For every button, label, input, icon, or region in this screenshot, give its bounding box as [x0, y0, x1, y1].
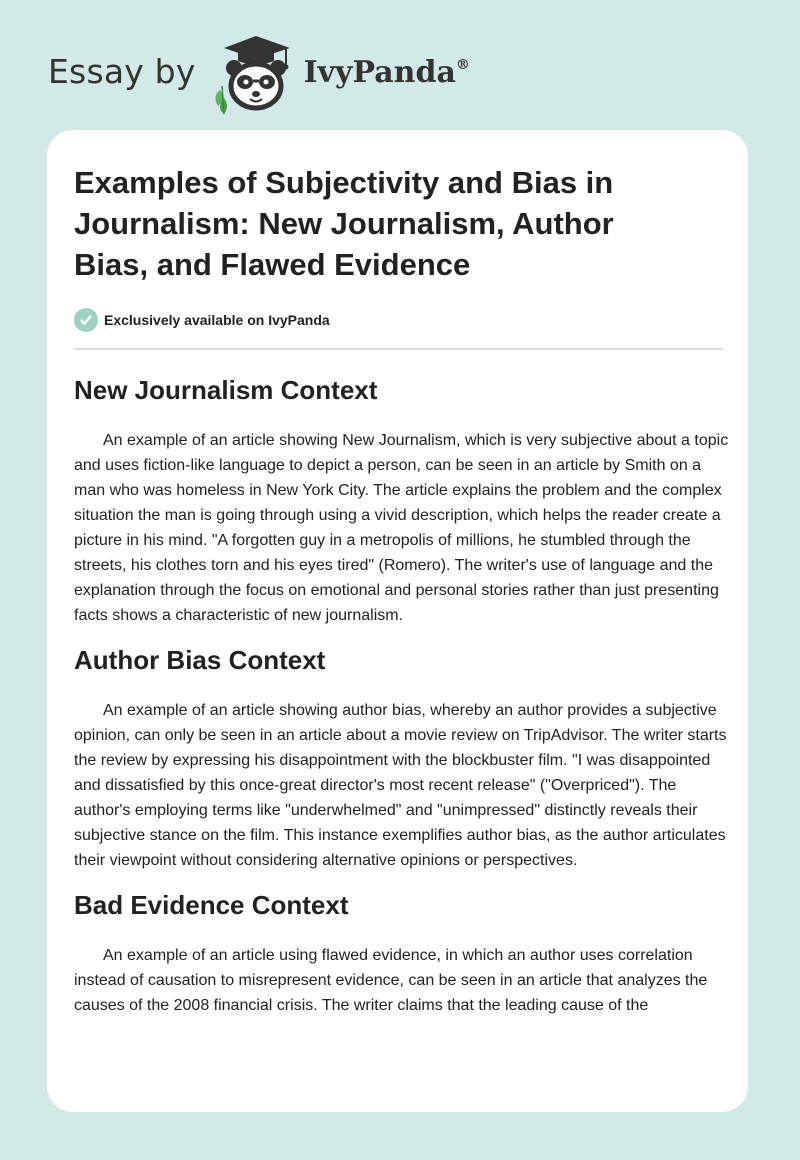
article-card: [47, 130, 748, 1112]
check-circle-icon: [74, 308, 98, 332]
divider: [74, 348, 723, 350]
exclusive-badge: [74, 307, 722, 333]
section-paragraph: An example of an article showing New Journalism, which is very subjective about a topic and uses fiction-like language to depict a person, can be seen in an article by Smith on a man who was homeless in New York City. The article explains the problem and the complex situation the man is going through using a vivid description, which helps the reader create a picture in his mind. "A forgotten guy in a metropolis of millions, he stumbled through the streets, his clothes torn and his eyes tired" (Romero). The writer's use of language and the explanation through the focus on emotional and personal stories rather than just presenting facts shows a characteristic of new journalism.: [74, 432, 729, 624]
section-paragraph: An example of an article showing author bias, whereby an author provides a subjective opinion, can only be seen in an article about a movie review on TripAdvisor. The writer starts the review by expressing his disappointment with the blockbuster film. "I was disappointed and dissatisfied by this once-great director's most recent release" ("Overpriced"). The author's employing terms like "underwhelmed" and "unimpressed" distinctly reveals their subjective stance on the film. This instance exemplifies author bias, as the author articulates their viewpoint without considering alternative opinions or perspectives.: [74, 702, 727, 869]
section-heading: New Journalism Context: [74, 375, 378, 405]
panda-graduate-icon[interactable]: [210, 34, 302, 114]
section-heading: Author Bias Context: [74, 645, 326, 675]
article-title: Examples of Subjectivity and Bias in Journalism: New Journalism, Author Bias, and Flawed Evidence: [74, 165, 614, 282]
brand-name[interactable]: IvyPanda®: [303, 54, 470, 90]
section-new-journalism: [74, 374, 729, 628]
section-bad-evidence: [74, 889, 722, 1018]
section-author-bias: [74, 644, 727, 873]
essay-by-label: Essay by: [48, 51, 196, 91]
registered-mark: ®: [455, 56, 470, 73]
section-heading: Bad Evidence Context: [74, 890, 349, 920]
section-paragraph: An example of an article using flawed evidence, in which an author uses correlation instead of causation to misrepresent evidence, can be seen in an article that analyzes the causes of the 2008 financial crisis. The writer claims that the leading cause of the: [74, 947, 708, 1014]
site-header: [48, 34, 470, 114]
exclusive-label: Exclusively available on IvyPanda: [104, 312, 330, 328]
